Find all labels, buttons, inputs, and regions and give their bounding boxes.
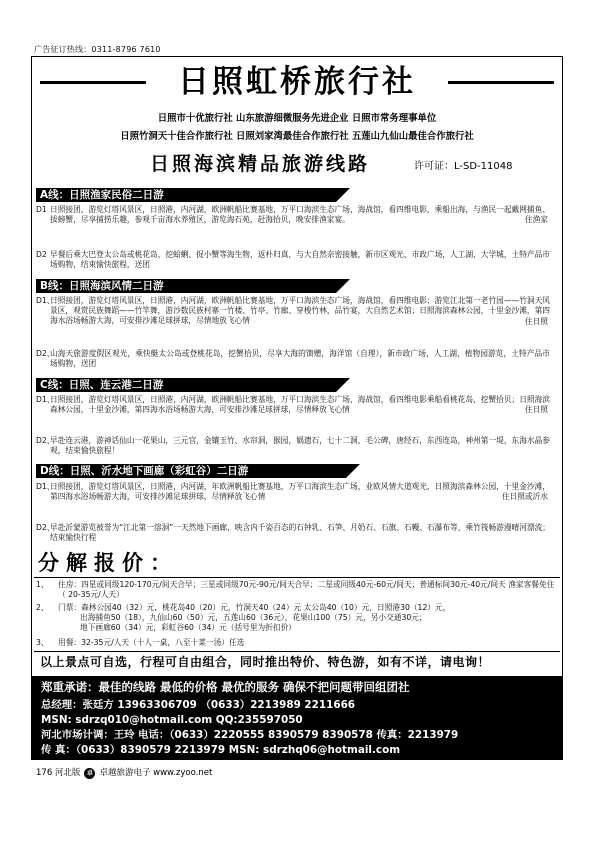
pricing-title: 分解报价： xyxy=(38,551,178,575)
route-a-header: A线：日照渔家民俗二日游 xyxy=(36,188,336,202)
honors-line-2: 日照竹洞天十佳合作旅行社 日照刘家湾最佳合作旅行社 五莲山九仙山最佳合作旅行社 xyxy=(120,131,474,142)
agency-title: 日照虹桥旅行社 xyxy=(178,64,416,100)
day-stay: 住渔家 xyxy=(524,215,548,225)
price-text: 住房：四星或同级120-170元/间天合早；三星或同级70元-90元/间天合早；二星或同级40元-60元/间天；普通标间30元-40元/间天 渔家客餐免住（ 20-35元/人天） xyxy=(58,580,555,600)
day-text: 早餐后乘大巴登太公岛或桃花岛，挖蛤蜊、捉小蟹等海生物，返朴归真，与大自然亲密接触，新市区观光，市政广场，人工湖，大学城，土特产品市场购物，结束愉快旅程，送团 xyxy=(50,250,550,270)
day-number: D2、 xyxy=(36,349,55,358)
day-text: 早赴连云港，游神话仙山一花果山，三元宫，金镶玉竹、水帘洞，猴园，娲遗石，七十二洞，毛公碑，唐经石，东西连岛，神州第一堤，东海水晶参观，结束愉快旅程！ xyxy=(50,436,550,456)
agency-banner xyxy=(34,60,560,104)
route-d-header: D线：日照、沂水地下画廊（彩虹谷）二日游 xyxy=(36,464,346,478)
fax-msn: 传 真：（0633）8390579 2213979 MSN: sdrzhq06@hotmail.com xyxy=(41,744,401,756)
banner-rule-right xyxy=(448,81,554,84)
price-text: 出海捕鱼50（18），九仙山60（50）元，五莲山60（36元），花果山100（75）元，另小交通30元； xyxy=(80,613,427,623)
route-c-header: C线：日照、连云港二日游 xyxy=(36,378,336,392)
notice-divider xyxy=(34,651,560,652)
route-d-day-1 xyxy=(36,482,550,503)
license-number: 许可证：L-SD-11048 xyxy=(414,161,513,172)
day-stay: 住日照 xyxy=(524,316,548,326)
day-number: D1 xyxy=(36,205,47,214)
ad-hotline: 广告征订热线：0311-8796 7610 xyxy=(34,45,161,54)
day-number: D2、 xyxy=(36,436,55,445)
route-b-day-1 xyxy=(36,296,550,327)
day-number: D2 xyxy=(36,250,47,259)
page-footer xyxy=(36,768,212,779)
day-text: 日照接团，游览灯塔风景区，日照港，内河湖，欧洲帆船比赛基地，万平口海滨生态广场，海战馆，看四维电影，乘船出海，与渔民一起戴网捕鱼、拔螃蟹，尽享捕捞乐趣，参观千亩海水养殖区，游览海石苑，赶海拾贝，晚安排渔家宴。 xyxy=(50,205,550,225)
pricing-divider xyxy=(34,577,560,578)
day-number: D2、 xyxy=(36,523,55,532)
route-b-header: B线：日照海滨风情二日游 xyxy=(36,279,336,293)
route-b-day-2 xyxy=(36,349,550,369)
route-c-day-2 xyxy=(36,436,550,456)
day-text: 日照接团，游览灯塔风景区，日照港，内河湖，欧洲帆船比赛基地，万平口海滨生态广场，海战馆，看四维电影乘船看桃花岛，挖蟹拾贝；日照海滨森林公园，十里金沙滩，第四海水浴场畅游大海，可安排沙滩足球拼球，尽情释放飞心情 xyxy=(50,395,550,415)
route-c-day-1 xyxy=(36,395,550,416)
route-a-day-2 xyxy=(36,250,550,270)
publisher-site: 卓越旅游电子 www.zyoo.net xyxy=(99,768,213,778)
page-number: 176 河北版 xyxy=(36,768,81,778)
day-text: 日照接团，游览灯塔风景区，日照港，内河湖，欧洲帆船比赛基地，万平口海滨生态广场，海战馆，看四维电影；游览江北第一老竹园——竹洞天风景区，观赏民族舞蹈——竹竿舞，游沙数民族村寨一竹楼、竹亭、竹廊、穿梭竹林，品竹宴，大自然艺术馆；日照海滨森林公园，十里金沙滩，第四海水浴场畅游大海，可安排沙滩足球拼球，尽情地放飞心情 xyxy=(50,296,550,326)
contact-block xyxy=(31,676,563,760)
service-pledge: 郑重承诺：最佳的线路 最低的价格 最优的服务 确保不把问题带回组团社 xyxy=(41,680,410,694)
publisher-logo-icon: 卓 xyxy=(84,768,95,779)
day-text: 日照接团，游览灯塔风景区，日照港，内河湖，年欧洲帆船比赛基地，万平口海滨生态广场，业欧风情大道观光，日照海滨森林公园，十里金沙滩，第四海水浴场畅游大海，可安排沙滩足球拼球，尽情释放飞心情 xyxy=(50,482,550,502)
day-text: 山海天旅游度假区观光，乘快艇太公岛或登桃花岛，挖蟹拾贝，尽享大海的馈赠，海洋馆（自理），新市政广场，人工湖，植物园游览，土特产品市场购物，送团 xyxy=(50,349,550,369)
notice-text: 以上景点可自选，行程可自由组合，同时推出特价、特色游，如有不详，请电询！ xyxy=(40,655,491,669)
price-label: 2、 xyxy=(36,603,49,612)
day-number: D1、 xyxy=(36,395,55,404)
day-stay: 住日照或沂水 xyxy=(501,492,548,502)
day-text: 早赴沂蒙游览被誉为“江北第一溶洞”一天然地下画廊，映含内千姿百态的石钟乳、石笋、月奶石、石旗、石幔、石瀑布等，乘竹筏畅游漫晴河漂流；结束愉快行程 xyxy=(50,523,550,543)
price-text: 地下画廊60（34）元，彩虹谷60（34）元（括号里为折扣价） xyxy=(80,623,296,633)
price-text: 用餐：32-35元/人天（十人一桌，八至十菜一汤）任选 xyxy=(58,638,245,647)
day-number: D1、 xyxy=(36,482,55,491)
price-tickets xyxy=(36,603,556,634)
route-a-day-1 xyxy=(36,205,550,226)
manager-contact: 总经理：张廷方 13963306709 （0633）2213989 2211666 xyxy=(41,699,356,711)
day-stay: 住日照 xyxy=(524,405,548,415)
hebei-contact: 河北市场计调：王玲 电话：（0633）2220555 8390579 8390578 传真：2213979 xyxy=(41,729,459,741)
price-accommodation xyxy=(36,580,556,600)
price-label: 1、 xyxy=(36,580,49,589)
price-label: 3、 xyxy=(36,638,49,647)
price-text: 门票：森林公园40（32）元，桃花岛40（20）元，竹洞天40（24）元 太公岛40（10）元，日照港30（12）元， xyxy=(58,603,451,612)
msn-qq: MSN: sdrzq010@hotmail.com QQ:235597050 xyxy=(41,714,303,726)
price-meals xyxy=(36,638,556,648)
day-number: D1、 xyxy=(36,296,55,305)
route-d-day-2 xyxy=(36,523,550,543)
honors-line-1: 日照市十优旅行社 山东旅游细微服务先进企业 日照市常务理事单位 xyxy=(157,113,437,124)
subtitle: 日照海滨精品旅游线路 xyxy=(150,153,371,175)
